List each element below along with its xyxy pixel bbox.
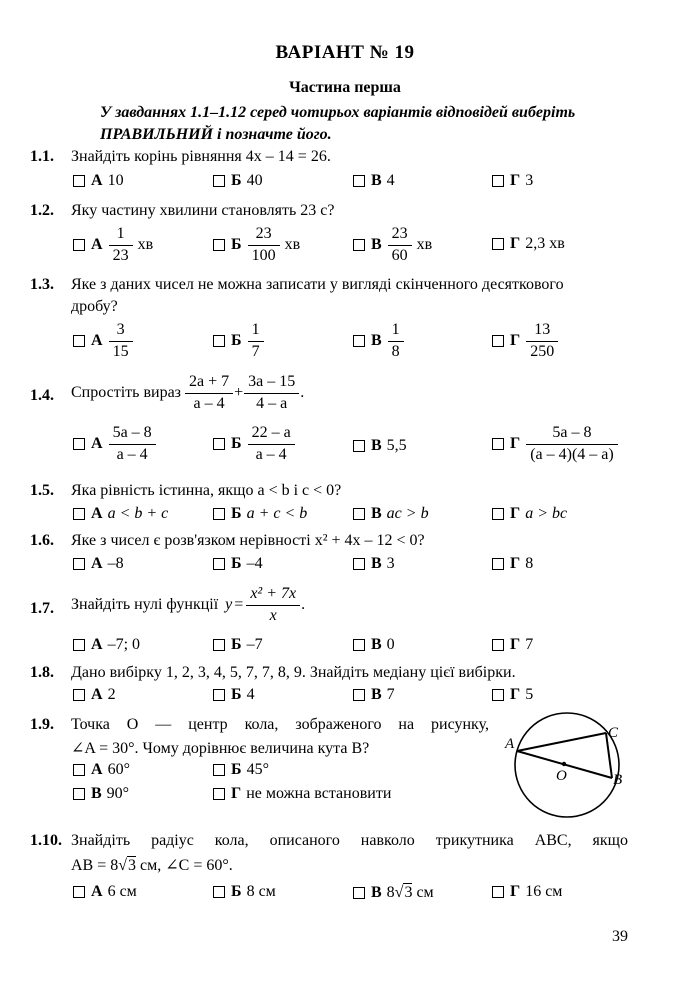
option-value: 10 — [107, 172, 124, 189]
checkbox[interactable] — [73, 886, 85, 898]
section-subtitle: Частина перша — [289, 79, 401, 96]
option-value: 45° — [246, 761, 269, 778]
question-text: Спростіть вираз $\frac{2a + 7}{a - 4}$ + $\frac{3a - 15}{4 - a}$ . — [71, 373, 305, 412]
option-c[interactable] — [353, 437, 407, 455]
option-letter: Г — [510, 332, 521, 350]
option-a[interactable] — [73, 425, 157, 464]
option-value: 4 — [246, 686, 255, 703]
fraction: $\frac{23}{60}$ — [390, 226, 410, 265]
fraction: $\frac{22 - a}{a - 4}$ — [250, 425, 293, 464]
option-value: 6 см — [107, 883, 137, 900]
option-letter: Г — [231, 785, 242, 802]
option-b[interactable] — [213, 226, 300, 265]
page-title: ВАРІАНТ № 19 — [275, 42, 415, 63]
option-value: 0 — [386, 636, 395, 653]
option-value: 5,5 — [386, 437, 407, 454]
option-letter: Б — [231, 686, 242, 703]
option-letter: Б — [231, 332, 242, 350]
option-value: 3 — [386, 555, 395, 572]
fraction: $\frac{1}{8}$ — [390, 322, 402, 361]
option-d[interactable] — [492, 883, 562, 901]
option-value: 2,3 хв — [525, 235, 565, 252]
option-value: 7 — [386, 686, 395, 703]
option-letter: Б — [231, 505, 242, 522]
option-value: –7 — [246, 636, 263, 653]
checkbox[interactable] — [492, 438, 504, 450]
option-letter: Г — [510, 235, 521, 252]
checkbox[interactable] — [73, 639, 85, 651]
option-d[interactable] — [492, 425, 619, 464]
question-number: 1.9. — [30, 716, 54, 733]
option-b[interactable] — [213, 322, 265, 361]
option-value: не можна встановити — [246, 785, 392, 802]
unit: хв — [284, 236, 301, 254]
option-value: 60° — [107, 761, 130, 778]
question-text-line1: Точка O — центр кола, зображеного на рисунку, — [71, 716, 489, 733]
option-value: –8 — [107, 555, 124, 572]
option-a[interactable] — [73, 761, 130, 779]
option-letter: В — [371, 236, 382, 254]
option-d[interactable] — [492, 235, 565, 253]
option-a[interactable] — [73, 505, 168, 523]
option-c[interactable] — [353, 505, 429, 523]
option-letter: В — [371, 437, 382, 454]
option-value: –4 — [246, 555, 263, 572]
question-label: Спростіть вираз — [71, 384, 181, 402]
checkbox[interactable] — [353, 639, 365, 651]
label-c: C — [608, 725, 619, 741]
option-b[interactable] — [213, 636, 263, 654]
option-letter: В — [371, 636, 382, 653]
checkbox[interactable] — [492, 886, 504, 898]
checkbox[interactable] — [73, 764, 85, 776]
checkbox[interactable] — [213, 558, 225, 570]
question-text: Яку частину хвилини становлять 23 с? — [71, 202, 335, 219]
option-a[interactable] — [73, 226, 153, 265]
checkbox[interactable] — [492, 335, 504, 347]
checkbox[interactable] — [73, 335, 85, 347]
option-letter: Б — [231, 761, 242, 778]
option-a[interactable] — [73, 686, 116, 704]
option-letter: Г — [510, 435, 521, 453]
checkbox[interactable] — [213, 335, 225, 347]
question-number: 1.7. — [30, 600, 54, 617]
option-value: a > bc — [525, 505, 568, 522]
option-b[interactable] — [213, 425, 296, 464]
option-letter: Г — [510, 555, 521, 572]
question-number: 1.3. — [30, 276, 54, 293]
option-a[interactable] — [73, 172, 124, 190]
checkbox[interactable] — [492, 639, 504, 651]
checkbox[interactable] — [73, 788, 85, 800]
option-value: 40 — [246, 172, 263, 189]
option-d[interactable] — [492, 686, 533, 704]
fraction: $\frac{3a - 15}{4 - a}$ — [246, 374, 297, 413]
option-d[interactable] — [492, 555, 533, 573]
option-b[interactable] — [213, 505, 307, 523]
checkbox[interactable] — [213, 175, 225, 187]
option-value: 8 — [525, 555, 534, 572]
checkbox[interactable] — [213, 239, 225, 251]
center-point — [562, 762, 566, 766]
question-number: 1.6. — [30, 532, 54, 549]
checkbox[interactable] — [213, 689, 225, 701]
option-b[interactable] — [213, 172, 263, 190]
option-letter: Г — [510, 686, 521, 703]
option-letter: А — [91, 686, 103, 703]
unit: хв — [137, 236, 154, 254]
checkbox[interactable] — [213, 639, 225, 651]
option-a[interactable] — [73, 636, 140, 654]
option-value: 8 см — [246, 883, 276, 900]
label-a: A — [505, 736, 515, 752]
checkbox[interactable] — [353, 558, 365, 570]
checkbox[interactable] — [492, 558, 504, 570]
option-letter: А — [91, 435, 103, 453]
option-b[interactable] — [213, 761, 269, 779]
checkbox[interactable] — [353, 239, 365, 251]
question-number: 1.10. — [30, 832, 62, 849]
option-letter: В — [371, 686, 382, 703]
option-letter: Б — [231, 236, 242, 254]
question-text: Яка рівність істинна, якщо a < b і c < 0? — [71, 482, 342, 499]
question-text: Знайдіть корінь рівняння 4x – 14 = 26. — [71, 148, 331, 165]
fraction: $\frac{5a - 8}{(a - 4)(4 - a)}$ — [528, 425, 616, 464]
option-letter: А — [91, 332, 103, 350]
checkbox[interactable] — [492, 175, 504, 187]
option-letter: В — [371, 555, 382, 572]
question-number: 1.4. — [30, 387, 54, 404]
option-letter: Б — [231, 172, 242, 189]
option-c[interactable] — [353, 226, 432, 265]
question-number: 1.1. — [30, 148, 54, 165]
checkbox[interactable] — [213, 508, 225, 520]
question-text-line1: Знайдіть радіус кола, описаного навколо трикутника ABC, якщо — [71, 832, 628, 849]
option-value: 4 — [386, 172, 395, 189]
option-a[interactable] — [73, 883, 137, 901]
question-text-line2: ∠A = 30°. Чому дорівнює величина кута B? — [71, 740, 370, 757]
question-text-line2: AB = 8√3 см, ∠C = 60°. — [71, 857, 233, 874]
option-letter: Г — [510, 636, 521, 653]
option-value: 2 — [107, 686, 116, 703]
unit: хв — [416, 236, 433, 254]
option-letter: А — [91, 883, 103, 900]
option-c[interactable]: В 8 √ 3 см — [353, 883, 434, 902]
circle-figure — [500, 705, 630, 825]
checkbox[interactable] — [73, 239, 85, 251]
segment-ac — [517, 733, 606, 751]
page-number: 39 — [612, 928, 628, 945]
checkbox[interactable] — [73, 508, 85, 520]
question-label: Знайдіть нулі функції — [71, 596, 219, 614]
option-a[interactable] — [73, 322, 134, 361]
option-letter: Б — [231, 883, 242, 900]
option-b[interactable] — [213, 555, 263, 573]
option-letter: Г — [510, 172, 521, 189]
checkbox[interactable] — [73, 689, 85, 701]
checkbox[interactable] — [353, 508, 365, 520]
option-letter: А — [91, 761, 103, 778]
fraction: $\frac{2a + 7}{a - 4}$ — [187, 374, 231, 413]
option-value: a + c < b — [246, 505, 308, 522]
checkbox[interactable] — [353, 887, 365, 899]
option-c[interactable] — [353, 172, 395, 190]
fraction: $\frac{3}{15}$ — [111, 322, 131, 361]
option-letter: В — [371, 172, 382, 189]
question-text: Дано вибірку 1, 2, 3, 4, 5, 7, 7, 8, 9. Знайдіть медіану цієї вибірки. — [71, 664, 516, 681]
option-d[interactable] — [492, 505, 567, 523]
option-c[interactable] — [353, 636, 395, 654]
option-letter: А — [91, 555, 103, 572]
option-value: 7 — [525, 636, 534, 653]
option-value: –7; 0 — [107, 636, 141, 653]
option-letter: В — [371, 883, 382, 901]
option-d[interactable] — [492, 322, 559, 361]
option-d[interactable] — [213, 785, 391, 803]
option-b[interactable] — [213, 686, 255, 704]
checkbox[interactable] — [353, 689, 365, 701]
option-letter: А — [91, 172, 103, 189]
option-letter: В — [91, 785, 102, 802]
checkbox[interactable] — [353, 175, 365, 187]
fraction: $\frac{\text{x² + 7x}}{x}$ — [248, 586, 298, 625]
fraction: $\frac{13}{250}$ — [528, 322, 556, 361]
option-value: 5 — [525, 686, 534, 703]
option-a[interactable] — [73, 555, 124, 573]
checkbox[interactable] — [73, 175, 85, 187]
option-value: 90° — [106, 785, 130, 802]
checkbox[interactable] — [492, 508, 504, 520]
question-text-line1: Яке з даних чисел не можна записати у вигляді скінченного десяткового — [71, 276, 564, 293]
option-letter: Б — [231, 435, 242, 453]
option-letter: Г — [510, 505, 521, 522]
checkbox[interactable] — [213, 886, 225, 898]
option-letter: Б — [231, 555, 242, 572]
checkbox[interactable] — [213, 438, 225, 450]
option-value: 3 — [525, 172, 534, 189]
q-1-1 — [30, 148, 54, 166]
checkbox[interactable] — [353, 335, 365, 347]
checkbox[interactable] — [492, 689, 504, 701]
label-b: B — [613, 772, 623, 788]
fraction: $\frac{5a - 8}{a - 4}$ — [111, 425, 154, 464]
question-number: 1.8. — [30, 664, 54, 681]
option-value: 8 — [386, 883, 395, 901]
fraction: $\frac{1}{23}$ — [111, 226, 131, 265]
question-text: Знайдіть нулі функції y = $\frac{\text{x² + 7x}}{x}$ . — [71, 585, 306, 624]
fraction: $\frac{23}{100}$ — [250, 226, 278, 265]
option-value: a < b + c — [107, 505, 169, 522]
question-text-line2: дробу? — [71, 298, 118, 315]
question-text: Яке з чисел є розв'язком нерівності x² + 4x – 12 < 0? — [71, 532, 425, 549]
instruction: У завданнях 1.1–1.12 серед чотирьох варіантів відповідей виберіть ПРАВИЛЬНИЙ і позначте його. — [100, 104, 576, 143]
option-letter: В — [371, 332, 382, 350]
option-d[interactable] — [492, 636, 533, 654]
option-letter: А — [91, 505, 103, 522]
option-letter: А — [91, 236, 103, 254]
fraction: $\frac{1}{7}$ — [250, 322, 262, 361]
checkbox[interactable] — [213, 788, 225, 800]
checkbox[interactable] — [73, 438, 85, 450]
option-letter: Г — [510, 883, 521, 900]
option-c[interactable] — [73, 785, 129, 803]
checkbox[interactable] — [353, 440, 365, 452]
checkbox[interactable] — [213, 764, 225, 776]
option-letter: А — [91, 636, 103, 653]
checkbox[interactable] — [492, 238, 504, 250]
option-b[interactable] — [213, 883, 276, 901]
option-c[interactable] — [353, 686, 395, 704]
question-number: 1.5. — [30, 482, 54, 499]
option-c[interactable] — [353, 555, 395, 573]
option-value: 16 см — [525, 883, 563, 900]
option-letter: Б — [231, 636, 242, 653]
option-value: ac > b — [386, 505, 429, 522]
option-d[interactable] — [492, 172, 533, 190]
option-letter: В — [371, 505, 382, 522]
checkbox[interactable] — [73, 558, 85, 570]
option-c[interactable] — [353, 322, 405, 361]
question-number: 1.2. — [30, 202, 54, 219]
label-o: O — [556, 768, 567, 784]
